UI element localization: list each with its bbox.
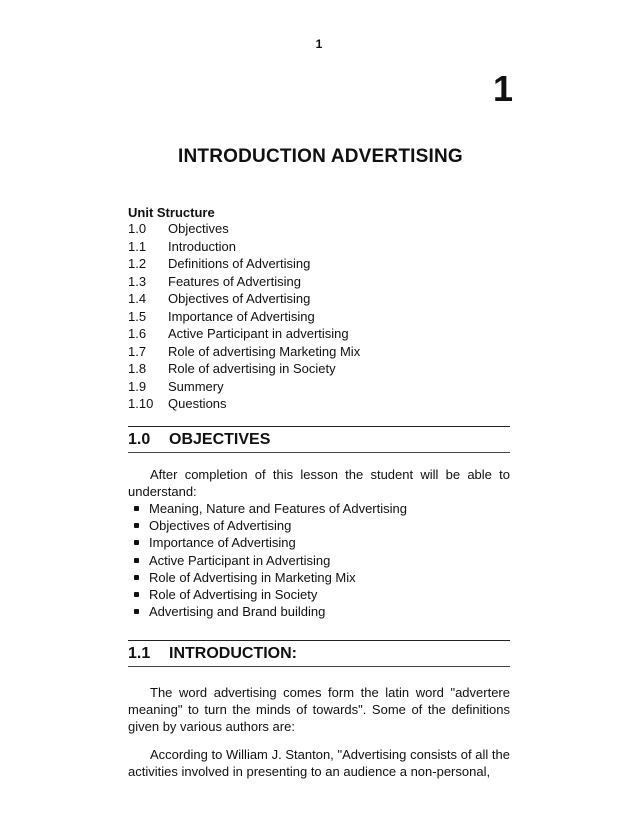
paragraph-text: According to William J. Stanton, "Advertising consists of all the activities involved in presenting to an audience a non-personal, (128, 747, 510, 779)
objectives-bullet-list (128, 500, 407, 620)
bullet-item (128, 517, 407, 534)
section-rule-top (128, 640, 510, 641)
section-rule-bottom (128, 452, 510, 453)
bullet-icon (134, 575, 139, 580)
toc-item-label: Questions (168, 396, 227, 411)
bullet-item (128, 552, 407, 569)
toc-item-number: 1.6 (128, 326, 147, 341)
objectives-intro-text: After completion of this lesson the student will be able to understand: (128, 467, 510, 499)
toc-item (128, 325, 360, 343)
toc-item-number: 1.10 (128, 396, 154, 411)
bullet-text: Role of Advertising in Marketing Mix (149, 569, 356, 585)
bullet-text: Importance of Advertising (149, 535, 296, 551)
bullet-icon (134, 592, 139, 597)
toc-item-number: 1.1 (128, 238, 147, 254)
toc-item-label: Role of advertising Marketing Mix (168, 343, 361, 359)
bullet-icon (134, 609, 139, 614)
page-number: 1 (315, 37, 323, 51)
toc-item-label: Summery (168, 378, 224, 394)
introduction-paragraph-2 (128, 746, 510, 780)
toc-item (128, 290, 360, 308)
toc-item-label: Importance of Advertising (168, 308, 315, 324)
toc-item (128, 360, 360, 378)
toc-item-label: Definitions of Advertising (168, 256, 311, 271)
bullet-text: Role of Advertising in Society (149, 586, 318, 602)
chapter-title: INTRODUCTION ADVERTISING (178, 146, 463, 167)
unit-structure-list (128, 220, 360, 413)
section-number: 1.1 (128, 645, 151, 662)
toc-item-number: 1.7 (128, 343, 147, 359)
toc-item-label: Introduction (168, 238, 236, 254)
bullet-item (128, 569, 407, 586)
section-heading-objectives (128, 428, 510, 449)
introduction-paragraph-1 (128, 684, 510, 735)
bullet-icon (134, 506, 139, 511)
toc-item (128, 395, 360, 413)
bullet-icon (134, 523, 139, 528)
objectives-intro (128, 466, 510, 500)
toc-item-label: Objectives of Advertising (168, 291, 311, 306)
bullet-icon (134, 540, 139, 545)
toc-item (128, 378, 360, 396)
bullet-item (128, 603, 407, 620)
toc-item (128, 343, 360, 361)
unit-structure-heading: Unit Structure (128, 205, 215, 220)
bullet-item (128, 534, 407, 551)
toc-item-number: 1.3 (128, 273, 147, 289)
bullet-item (128, 586, 407, 603)
section-title: OBJECTIVES (169, 431, 271, 448)
bullet-text: Meaning, Nature and Features of Advertising (149, 501, 407, 516)
toc-item-label: Objectives (168, 221, 229, 236)
bullet-icon (134, 558, 139, 563)
toc-item-number: 1.2 (128, 256, 147, 271)
toc-item (128, 273, 360, 291)
bullet-text: Advertising and Brand building (149, 604, 326, 620)
toc-item-number: 1.5 (128, 308, 147, 324)
toc-item (128, 255, 360, 273)
toc-item-label: Role of advertising in Society (168, 361, 336, 376)
toc-item-number: 1.0 (128, 221, 147, 236)
toc-item-label: Active Participant in advertising (168, 326, 349, 341)
section-number: 1.0 (128, 431, 151, 448)
toc-item (128, 308, 360, 326)
section-rule-top (128, 426, 510, 427)
section-rule-bottom (128, 666, 510, 667)
section-title: INTRODUCTION: (169, 645, 297, 662)
toc-item-number: 1.9 (128, 378, 147, 394)
section-heading-introduction (128, 642, 510, 663)
toc-item-number: 1.8 (128, 361, 147, 376)
bullet-text: Active Participant in Advertising (149, 552, 331, 568)
paragraph-text: The word advertising comes form the latin word "advertere meaning" to turn the minds of towards". Some of the definitions given by various authors are: (128, 685, 510, 734)
bullet-item (128, 500, 407, 517)
chapter-number: 1 (492, 68, 513, 109)
toc-item (128, 238, 360, 256)
toc-item-label: Features of Advertising (168, 273, 301, 289)
toc-item (128, 220, 360, 238)
toc-item-number: 1.4 (128, 291, 147, 306)
bullet-text: Objectives of Advertising (149, 518, 292, 534)
